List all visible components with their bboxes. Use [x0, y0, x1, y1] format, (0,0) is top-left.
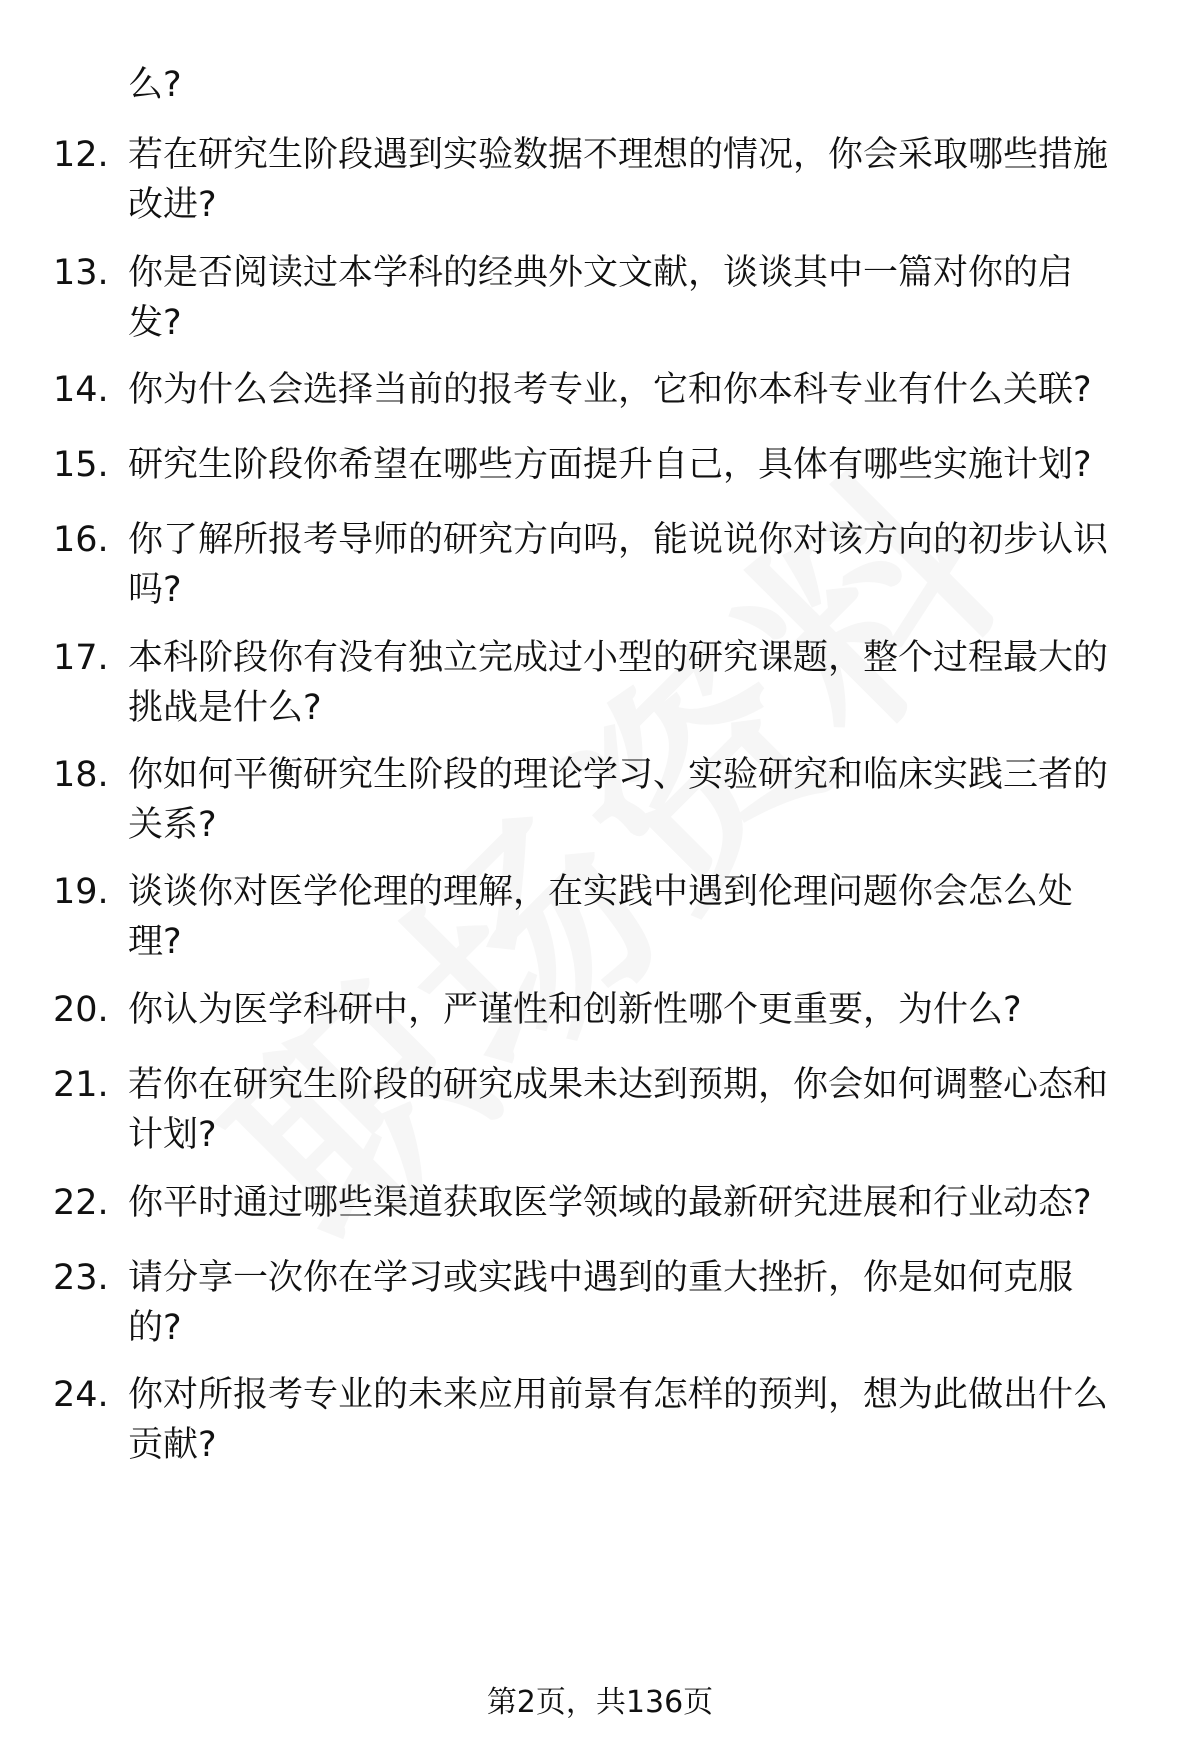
question-text — [128, 1253, 1138, 1353]
question-line: 若在研究生阶段遇到实验数据不理想的情况，你会采取哪些措施 — [128, 135, 1109, 175]
question-line: 你认为医学科研中，严谨性和创新性哪个更重要，为什么? — [128, 990, 1022, 1030]
question-text — [128, 248, 1138, 348]
question-number: 23. — [53, 1258, 109, 1298]
question-number: 16. — [53, 520, 109, 560]
question-line: 贡献? — [128, 1425, 217, 1465]
question-line: 理? — [128, 922, 182, 962]
question-number: 13. — [53, 253, 109, 293]
question-line: 计划? — [128, 1115, 217, 1155]
question-text — [128, 130, 1138, 230]
question-line: 发? — [128, 303, 182, 343]
question-text — [128, 440, 1138, 490]
question-line: 本科阶段你有没有独立完成过小型的研究课题，整个过程最大的 — [128, 638, 1109, 678]
question-line: 请分享一次你在学习或实践中遇到的重大挫折，你是如何克服 — [128, 1258, 1074, 1298]
question-text — [128, 365, 1138, 415]
question-line: 吗? — [128, 570, 182, 610]
question-number: 14. — [53, 370, 109, 410]
question-line: 你如何平衡研究生阶段的理论学习、实验研究和临床实践三者的 — [128, 755, 1109, 795]
question-text — [128, 985, 1138, 1035]
question-line: 你对所报考专业的未来应用前景有怎样的预判，想为此做出什么 — [128, 1375, 1109, 1415]
question-text — [128, 867, 1138, 967]
question-number: 18. — [53, 755, 109, 795]
question-line: 挑战是什么? — [128, 688, 322, 728]
question-line: 你平时通过哪些渠道获取医学领域的最新研究进展和行业动态? — [128, 1183, 1092, 1223]
question-line: 改进? — [128, 185, 217, 225]
question-text — [128, 1178, 1138, 1228]
question-number: 17. — [53, 638, 109, 678]
question-number: 15. — [53, 445, 109, 485]
question-line: 你是否阅读过本学科的经典外文文献，谈谈其中一篇对你的启 — [128, 253, 1074, 293]
continuation-text: 么? — [128, 65, 182, 105]
question-number: 22. — [53, 1183, 109, 1223]
question-text — [128, 750, 1138, 850]
question-number: 19. — [53, 872, 109, 912]
question-line: 谈谈你对医学伦理的理解，在实践中遇到伦理问题你会怎么处 — [128, 872, 1074, 912]
question-text — [128, 515, 1138, 615]
question-number: 21. — [53, 1065, 109, 1105]
question-line: 你为什么会选择当前的报考专业，它和你本科专业有什么关联? — [128, 370, 1092, 410]
question-number: 12. — [53, 135, 109, 175]
question-line: 研究生阶段你希望在哪些方面提升自己，具体有哪些实施计划? — [128, 445, 1092, 485]
question-text — [128, 633, 1138, 733]
question-text — [128, 1060, 1138, 1160]
question-number: 24. — [53, 1375, 109, 1415]
page-footer: 第2页，共136页 — [486, 1685, 714, 1720]
question-text — [128, 1370, 1138, 1470]
question-number: 20. — [53, 990, 109, 1030]
question-line: 关系? — [128, 805, 217, 845]
question-line: 的? — [128, 1308, 182, 1348]
question-line: 你了解所报考导师的研究方向吗，能说说你对该方向的初步认识 — [128, 520, 1109, 560]
question-line: 若你在研究生阶段的研究成果未达到预期，你会如何调整心态和 — [128, 1065, 1109, 1105]
